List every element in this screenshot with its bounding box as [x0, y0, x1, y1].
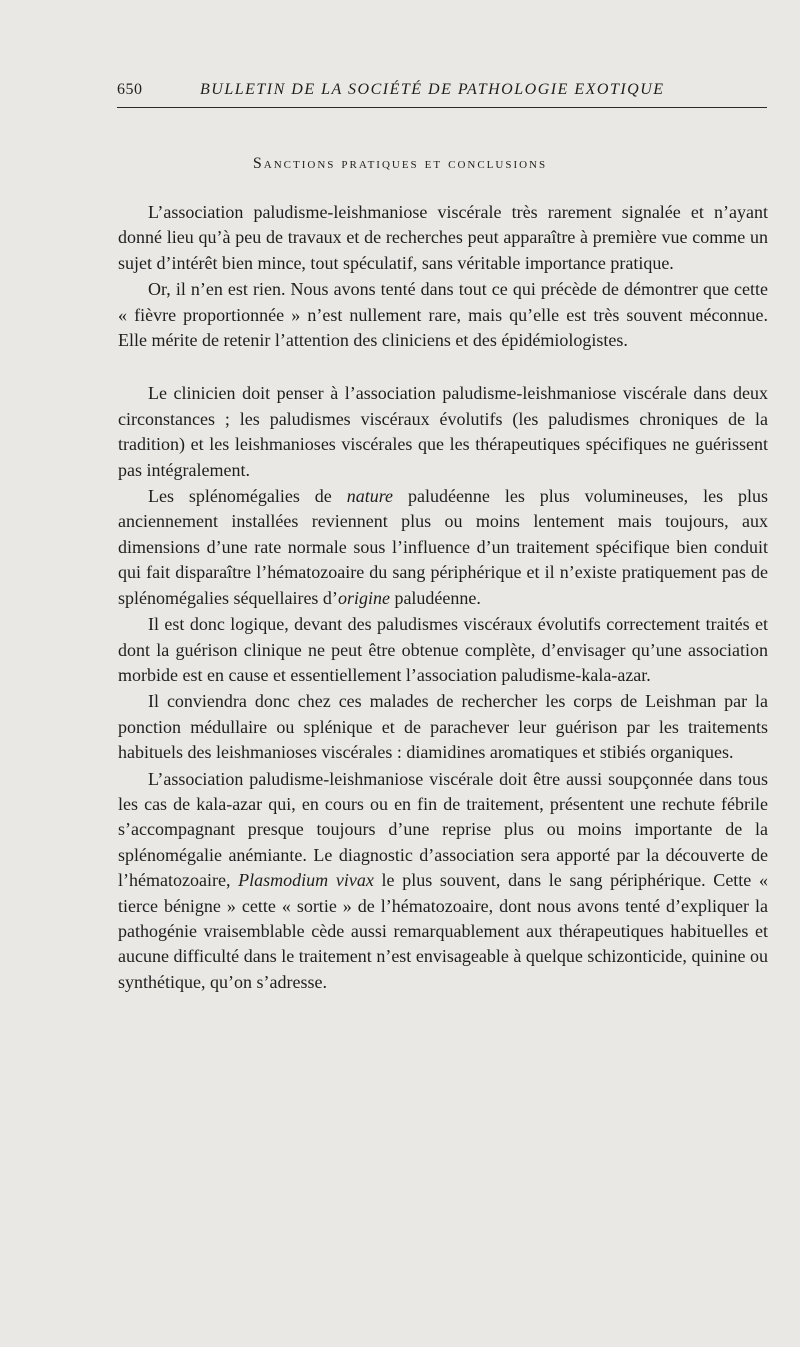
italic-text: origine: [337, 587, 390, 608]
paragraph: [118, 277, 768, 353]
paragraph: [118, 381, 768, 483]
paragraph-text: Le clinicien doit penser à l’association paludisme-leishmaniose viscérale dans deux circonstances ; les paludismes viscéraux évolutifs (les paludismes chroniques de la tradition) et les leishmanioses viscérales que les thérapeutiques spécifiques ne guérissent pas intégralement.: [118, 383, 768, 480]
paragraph: [118, 612, 768, 688]
paragraph: [118, 767, 768, 996]
paragraph-text: L’association paludisme-leishmaniose viscérale très rarement signalée et n’ayant donné lieu qu’à peu de travaux et de recherches peut apparaître à première vue comme un sujet d’intérêt bien mince, tout spéculatif, sans véritable importance pratique.: [118, 202, 768, 273]
italic-text: nature: [346, 486, 394, 507]
section-title: Sanctions pratiques et conclusions: [252, 155, 548, 172]
page-number: 650: [117, 81, 143, 98]
paragraph-text: Or, il n’en est rien. Nous avons tenté dans tout ce qui précède de démontrer que cette « fièvre proportionnée » n’est nullement rare, mais qu’elle est très souvent méconnue. Elle mérite de retenir l’attention des cliniciens et des épidémiologistes.: [118, 279, 768, 351]
header-rule: [117, 107, 767, 108]
paragraph-text: paludéenne les plus volumineuses, les plus anciennement installées reviennent plus ou moins lentement mais toujours, aux dimensions d’une rate normale sous l’influence d’un traitement spécifique bien conduit qui fait disparaître l’hématozoaire du sang périphérique et il n’existe pratiquement pas de splénomégalies séquellaires d’: [118, 486, 769, 608]
italic-text: Plasmodium vivax: [238, 870, 374, 891]
paragraph-text: paludéenne.: [389, 587, 481, 608]
paragraph-text: L’association paludisme-leishmaniose viscérale doit être aussi soupçonnée dans tous les cas de kala-azar qui, en cours ou en fin de traitement, présentent une rechute fébrile s’accompagnant presque toujours d’une reprise plus ou moins importante de la splénomégalie anémiante. Le diagnostic d’association sera apporté par la découverte de l’hématozoaire,: [118, 768, 768, 891]
paragraph: [118, 689, 768, 765]
paragraph-text: Les splénomégalies de: [148, 486, 347, 507]
body-text: [118, 200, 768, 995]
paragraph: [118, 200, 768, 276]
paragraph-text: le plus souvent, dans le sang périphérique. Cette « tierce bénigne » cette « sortie » de l’hématozoaire, dont nous avons tenté d’expliquer la pathogénie vraisemblable cède aussi remarquablement aux thérapeutiques habituelles et aucune difficulté dans le traitement n’est envisageable à quelque schizonticide, quinine ou synthétique, qu’on s’adresse.: [118, 870, 768, 992]
paragraph-text: Il est donc logique, devant des paludismes viscéraux évolutifs correctement traités et dont la guérison clinique ne peut être obtenue complète, d’envisager qu’une association morbide est en cause et essentiellement l’association paludisme-kala-azar.: [118, 614, 768, 685]
paragraph-text: Il conviendra donc chez ces malades de rechercher les corps de Leishman par la ponction médullaire ou splénique et de parachever leur guérison par les traitements habituels des leishmanioses viscérales : diamidines aromatiques et stibiés organiques.: [118, 691, 768, 763]
journal-title: BULLETIN DE LA SOCIÉTÉ DE PATHOLOGIE EXOTIQUE: [200, 81, 665, 98]
paragraph: [118, 484, 768, 611]
